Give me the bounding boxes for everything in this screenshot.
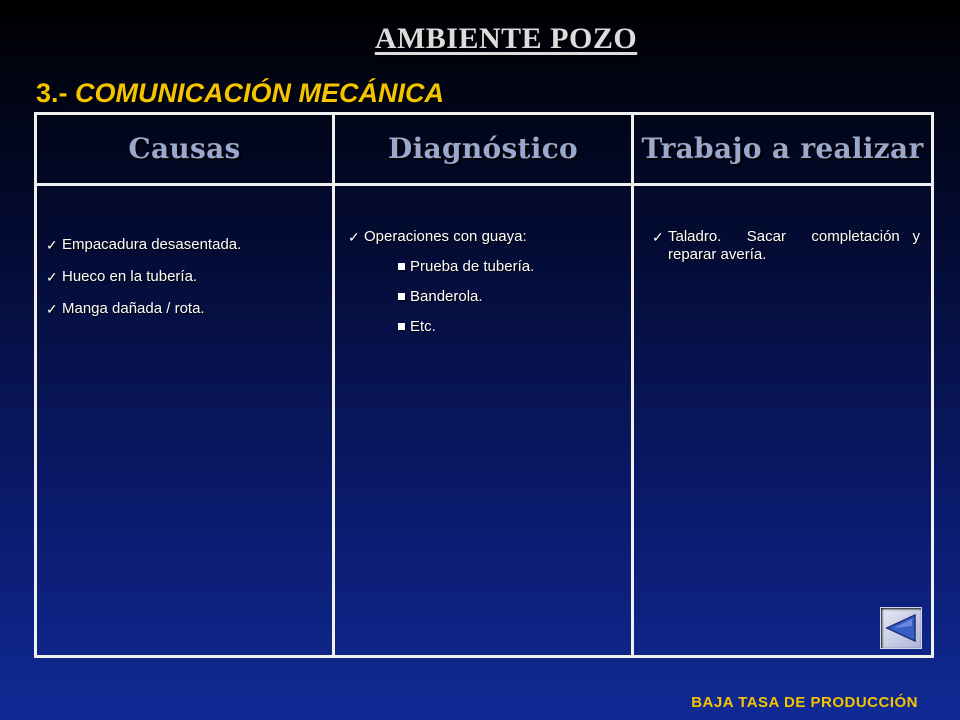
slide-title: AMBIENTE POZO	[374, 22, 638, 55]
checkmark-icon: ✓	[652, 229, 664, 245]
sub-list-item	[398, 288, 628, 306]
trabajo-list	[652, 228, 924, 278]
diagnostic-text: Operaciones con guaya:	[364, 228, 527, 245]
work-text: Taladro. Sacar completación y reparar avería.	[668, 228, 925, 263]
content-table	[34, 112, 934, 658]
checkmark-icon: ✓	[46, 237, 58, 253]
list-item	[652, 228, 924, 264]
back-button[interactable]	[880, 607, 922, 649]
header-causas: Causas	[128, 131, 241, 165]
cause-text: Hueco en la tubería.	[62, 268, 198, 285]
checkmark-icon: ✓	[348, 229, 360, 245]
sub-list-item	[398, 258, 628, 276]
column-divider-1	[332, 112, 335, 658]
header-trabajo: Trabajo a realizar	[641, 131, 924, 165]
column-divider-2	[631, 112, 634, 658]
list-item	[46, 236, 326, 254]
sub-item-text: Banderola.	[410, 288, 483, 305]
table-border-right	[931, 112, 934, 658]
sub-item-text: Prueba de tubería.	[410, 258, 535, 275]
slide-subtitle	[36, 78, 444, 109]
list-item	[46, 300, 326, 318]
table-border-bottom	[34, 655, 934, 658]
cause-text: Empacadura desasentada.	[62, 236, 242, 253]
checkmark-icon: ✓	[46, 301, 58, 317]
table-border-left	[34, 112, 37, 658]
sub-list-item	[398, 318, 628, 336]
causas-list	[46, 236, 326, 332]
square-bullet-icon	[398, 263, 405, 270]
list-item	[348, 228, 628, 246]
footer-label: BAJA TASA DE PRODUCCIÓN	[691, 694, 918, 711]
header-diagnostico: Diagnóstico	[387, 131, 579, 165]
subtitle-text: COMUNICACIÓN MECÁNICA	[75, 78, 444, 108]
cause-text: Manga dañada / rota.	[62, 300, 205, 317]
sub-item-text: Etc.	[410, 318, 436, 335]
square-bullet-icon	[398, 323, 405, 330]
square-bullet-icon	[398, 293, 405, 300]
subtitle-number: 3.-	[36, 78, 76, 108]
diagnostico-list	[348, 228, 628, 348]
list-item	[46, 268, 326, 286]
checkmark-icon: ✓	[46, 269, 58, 285]
back-arrow-icon	[884, 613, 918, 643]
